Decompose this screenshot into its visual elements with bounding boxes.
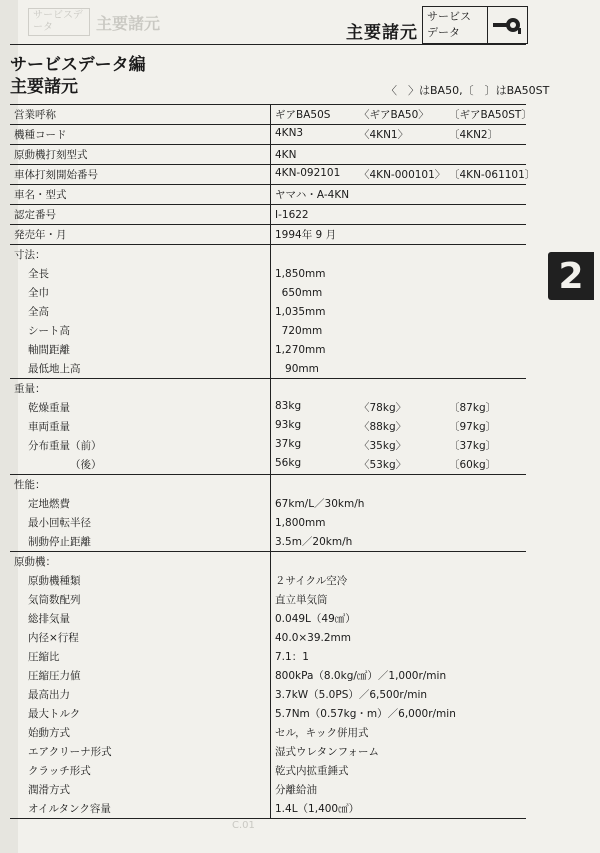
- spec-values: [275, 534, 522, 549]
- spec-label-cell: [10, 571, 271, 590]
- spec-value-v1: セル，キック併用式: [275, 727, 369, 739]
- spec-label: 定地燃費: [28, 498, 70, 510]
- spec-label: 全巾: [28, 287, 49, 299]
- spec-values: [275, 268, 522, 280]
- spec-value-v1: ヤマハ・A-4KN: [275, 189, 350, 201]
- spec-value-v1: 83kg: [275, 400, 302, 412]
- spec-value-cell: [271, 761, 527, 780]
- spec-row: [10, 417, 526, 436]
- spec-values: [275, 763, 522, 778]
- spec-values: [275, 209, 522, 221]
- spec-label-cell: [10, 398, 271, 417]
- spec-table: [10, 104, 536, 819]
- spec-label: 全長: [28, 268, 49, 280]
- spec-label: 車名・型式: [14, 189, 67, 201]
- spec-label: 原動機：: [14, 556, 56, 568]
- spec-value-cell: [271, 225, 527, 245]
- spec-table-body: [10, 105, 536, 819]
- spec-label: 圧縮圧力値: [28, 670, 81, 682]
- spec-row: [10, 165, 526, 185]
- spec-label-cell: [10, 685, 271, 704]
- spec-value-cell: [271, 379, 527, 399]
- spec-row: [10, 302, 526, 321]
- spec-label-cell: [10, 379, 271, 399]
- spec-value-v1: ２サイクル空冷: [275, 575, 348, 587]
- spec-row: [10, 321, 526, 340]
- spec-value-v1: 800kPa（8.0kg/㎠）／1,000r/min: [275, 670, 447, 682]
- spec-label: 潤滑方式: [28, 784, 70, 796]
- spec-value-cell: [271, 571, 527, 590]
- spec-label: オイルタンク容量: [28, 803, 111, 815]
- spec-label: 最小回転半径: [28, 517, 91, 529]
- spec-value-v1: 1,035mm: [275, 305, 326, 318]
- spec-value-v1: 7.1：1: [275, 651, 309, 663]
- spec-value-v1: 乾式内拡重錘式: [275, 765, 349, 777]
- spec-value-cell: [271, 552, 527, 572]
- spec-label: 最高出力: [28, 689, 70, 701]
- spec-label-cell: [10, 494, 271, 513]
- spec-label-cell: [10, 799, 271, 819]
- spec-value-cell: [271, 264, 527, 283]
- spec-value-cell: [271, 340, 527, 359]
- spec-label-cell: [10, 245, 271, 265]
- spec-label-cell: [10, 513, 271, 532]
- bleed-through-footer: C.01: [232, 820, 255, 831]
- spec-label-cell: [10, 552, 271, 572]
- spec-label-cell: [10, 225, 271, 245]
- spec-value-cell: [271, 723, 527, 742]
- spec-label-cell: [10, 340, 271, 359]
- spec-value-cell: [271, 205, 527, 225]
- spec-label-cell: [10, 723, 271, 742]
- spec-value-v1: 4KN3: [275, 127, 304, 139]
- spec-row: [10, 628, 526, 647]
- spec-row: [10, 455, 526, 475]
- spec-label: 発売年・月: [14, 229, 67, 241]
- spec-label-cell: [10, 321, 271, 340]
- spec-label-cell: [10, 359, 271, 379]
- spec-label: 最低地上高: [28, 363, 81, 375]
- spec-label: エアクリーナ形式: [28, 746, 112, 758]
- spec-row: [10, 666, 526, 685]
- spec-values: [275, 496, 522, 511]
- spec-value-cell: [271, 417, 527, 436]
- spec-row: [10, 590, 526, 609]
- spec-label-cell: [10, 475, 271, 495]
- spec-label: 寸法：: [14, 249, 46, 261]
- spec-value-v1: 1,800mm: [275, 516, 326, 529]
- spec-label-cell: [10, 780, 271, 799]
- spec-value-v1: 4KN-092101: [275, 167, 341, 179]
- spec-row: [10, 761, 526, 780]
- spec-label-cell: [10, 704, 271, 723]
- spec-values: [275, 287, 522, 299]
- spec-value-v1: 93kg: [275, 419, 302, 431]
- spec-values: [275, 649, 522, 664]
- spec-value-cell: [271, 475, 527, 495]
- spec-value-cell: [271, 436, 527, 455]
- spec-values: [275, 725, 522, 740]
- spec-label: 乾燥重量: [28, 402, 70, 414]
- spec-value-v2: 〈78kg〉: [359, 402, 407, 414]
- spec-label-cell: [10, 590, 271, 609]
- spec-label: 車両重量: [28, 421, 70, 433]
- spec-values: [275, 363, 522, 375]
- spec-label: 圧縮比: [28, 651, 60, 663]
- spec-values: [275, 668, 522, 683]
- bleed-through-box: サービスデータ: [28, 8, 90, 36]
- spec-row: [10, 475, 526, 495]
- spec-label: 気筒数配列: [28, 594, 81, 606]
- spec-value-v3: 〔ギアBA50ST〕: [449, 109, 532, 121]
- spec-value-v2: 〈35kg〉: [359, 440, 407, 452]
- spec-value-v1: I-1622: [275, 208, 309, 221]
- section-title: [10, 54, 146, 98]
- bracket-legend: 〈 〉はBA50,〔 〕はBA50ST: [386, 84, 550, 97]
- spec-row: [10, 647, 526, 666]
- spec-label: 認定番号: [14, 209, 56, 221]
- spec-value-v3: 〔37kg〕: [449, 440, 497, 452]
- spec-label: 始動方式: [28, 727, 70, 739]
- spec-value-cell: [271, 105, 532, 125]
- spec-value-v1: 1.4L（1,400㎤）: [275, 803, 360, 815]
- spec-value-v1: 90mm: [275, 362, 319, 375]
- spec-label: 最大トルク: [28, 708, 81, 720]
- spec-label: 軸間距離: [28, 344, 70, 356]
- spec-value-cell: [271, 125, 527, 145]
- spec-row: [10, 742, 526, 761]
- spec-value-cell: [271, 647, 527, 666]
- spec-values: [275, 419, 522, 434]
- section-title-line1: サービスデータ編: [10, 55, 146, 75]
- spec-values: [275, 149, 522, 161]
- spec-value-cell: [271, 145, 527, 165]
- spec-row: [10, 398, 526, 417]
- section-tag-line2: データ: [427, 26, 460, 39]
- spec-value-v3: 〔4KN-061101〕: [449, 169, 536, 181]
- spec-value-cell: [271, 685, 527, 704]
- spec-label-cell: [10, 455, 271, 475]
- spec-value-cell: [271, 780, 527, 799]
- spec-value-cell: [271, 494, 527, 513]
- spec-value-cell: [271, 590, 527, 609]
- spec-value-cell: [271, 302, 527, 321]
- bleed-through-header: [28, 8, 160, 36]
- chapter-tab: 2: [548, 252, 594, 300]
- spec-values: [275, 573, 522, 588]
- spec-value-v1: 37kg: [275, 438, 302, 450]
- spec-label-cell: [10, 628, 271, 647]
- spec-value-v1: 56kg: [275, 457, 302, 469]
- section-tag-box: [422, 6, 528, 44]
- spec-values: [275, 801, 522, 816]
- spec-value-v1: 5.7Nm（0.57kg・m）／6,000r/min: [275, 708, 456, 720]
- spec-values: [275, 306, 522, 318]
- spec-value-v2: 〈ギアBA50〉: [359, 109, 429, 121]
- spec-row: [10, 799, 526, 819]
- spec-row: [10, 685, 526, 704]
- spec-label-cell: [10, 666, 271, 685]
- spec-label: 重量：: [14, 383, 46, 395]
- spec-label-cell: [10, 165, 271, 185]
- spec-values: [275, 687, 522, 702]
- spec-value-cell: [271, 398, 527, 417]
- spec-label: （後）: [70, 459, 102, 471]
- spec-values: [275, 107, 532, 122]
- spec-value-cell: [271, 165, 536, 185]
- spec-label-cell: [10, 302, 271, 321]
- spec-values: [275, 227, 522, 242]
- spec-label: 内径×行程: [28, 632, 79, 644]
- spec-value-v3: 〔60kg〕: [449, 459, 497, 471]
- spec-label-cell: [10, 436, 271, 455]
- spec-value-v1: 3.5m／20km/h: [275, 536, 353, 548]
- spec-row: [10, 245, 526, 265]
- spec-row: [10, 532, 526, 552]
- spec-row: [10, 571, 526, 590]
- spec-row: [10, 494, 526, 513]
- spec-values: [275, 706, 522, 721]
- spec-row: [10, 552, 526, 572]
- spec-label-cell: [10, 145, 271, 165]
- spec-label-cell: [10, 647, 271, 666]
- spec-value-v1: 1,850mm: [275, 267, 326, 280]
- spec-label: 営業呼称: [14, 109, 56, 121]
- spec-value-cell: [271, 628, 527, 647]
- spec-value-v1: 67km/L／30km/h: [275, 498, 365, 510]
- spec-values: [275, 127, 522, 142]
- spec-value-cell: [271, 359, 527, 379]
- spec-label: 総排気量: [28, 613, 70, 625]
- spec-values: [275, 325, 522, 337]
- spec-label: クラッチ形式: [28, 765, 91, 777]
- spec-values: [275, 517, 522, 529]
- spec-value-v1: 湿式ウレタンフォーム: [275, 746, 380, 758]
- spec-value-cell: [271, 609, 527, 628]
- spec-values: [275, 457, 522, 472]
- spec-label-cell: [10, 742, 271, 761]
- bleed-through-title: 主要諸元: [96, 13, 161, 33]
- spec-row: [10, 436, 526, 455]
- spec-row: [10, 704, 526, 723]
- spec-values: [275, 344, 522, 356]
- spec-label-cell: [10, 761, 271, 780]
- spec-values: [275, 744, 522, 759]
- spec-label: 制動停止距離: [28, 536, 91, 548]
- spec-values: [275, 167, 536, 182]
- spec-row: [10, 513, 526, 532]
- spec-row: [10, 340, 526, 359]
- spec-value-cell: [271, 666, 527, 685]
- spec-label: 全高: [28, 306, 49, 318]
- spec-row: [10, 780, 526, 799]
- spec-label: 機種コード: [14, 129, 67, 141]
- spec-value-v1: 720mm: [275, 324, 323, 337]
- spec-label-cell: [10, 125, 271, 145]
- spec-value-cell: [271, 532, 527, 552]
- page-header-title: 主要諸元: [346, 23, 418, 43]
- spec-value-v1: 分離給油: [275, 784, 317, 796]
- spec-label-cell: [10, 205, 271, 225]
- spec-value-v2: 〈4KN-000101〉: [359, 169, 446, 181]
- spec-value-v1: 1,270mm: [275, 343, 326, 356]
- spec-row: [10, 145, 526, 165]
- spec-row: [10, 185, 526, 205]
- spec-value-v1: 650mm: [275, 286, 323, 299]
- spec-row: [10, 125, 526, 145]
- section-tag-line1: サービス: [427, 10, 471, 23]
- spec-row: [10, 283, 526, 302]
- spec-label-cell: [10, 609, 271, 628]
- spec-row: [10, 105, 526, 125]
- section-title-line2: 主要諸元: [10, 77, 78, 97]
- spec-label: 原動機種類: [28, 575, 81, 587]
- spec-label-cell: [10, 264, 271, 283]
- spec-value-v2: 〈53kg〉: [359, 459, 407, 471]
- spec-value-cell: [271, 185, 527, 205]
- header-rule: [10, 44, 526, 45]
- spec-values: [275, 592, 522, 607]
- spec-value-v2: 〈4KN1〉: [359, 129, 409, 141]
- spec-label-cell: [10, 185, 271, 205]
- spec-value-cell: [271, 455, 527, 475]
- spec-value-v1: 40.0×39.2mm: [275, 631, 352, 644]
- spec-values: [275, 632, 522, 644]
- spec-value-cell: [271, 245, 527, 265]
- spec-value-cell: [271, 283, 527, 302]
- spec-label: 分布重量（前）: [28, 440, 102, 452]
- spec-value-v3: 〔97kg〕: [449, 421, 497, 433]
- spec-value-v2: 〈88kg〉: [359, 421, 407, 433]
- spec-values: [275, 187, 522, 202]
- spec-label: 性能：: [14, 479, 46, 491]
- spec-values: [275, 438, 522, 453]
- spec-values: [275, 400, 522, 415]
- spec-row: [10, 609, 526, 628]
- spec-value-cell: [271, 799, 527, 819]
- spec-value-cell: [271, 513, 527, 532]
- spec-row: [10, 225, 526, 245]
- spec-value-v1: 0.049L（49㎤）: [275, 613, 356, 625]
- spec-label-cell: [10, 532, 271, 552]
- section-tag-label: [423, 7, 488, 43]
- spec-value-cell: [271, 704, 527, 723]
- spec-row: [10, 723, 526, 742]
- spec-value-v1: 4KN: [275, 148, 297, 161]
- wrench-gauge-icon: [488, 7, 527, 43]
- spec-values: [275, 782, 522, 797]
- spec-value-v1: 1994年 9 月: [275, 229, 337, 241]
- spec-value-v1: 直立単気筒: [275, 594, 328, 606]
- spec-row: [10, 359, 526, 379]
- spec-label-cell: [10, 283, 271, 302]
- spec-row: [10, 264, 526, 283]
- spec-value-cell: [271, 321, 527, 340]
- spec-label-cell: [10, 105, 271, 125]
- spec-value-v1: 3.7kW（5.0PS）／6,500r/min: [275, 689, 428, 701]
- spec-value-v3: 〔87kg〕: [449, 402, 497, 414]
- spec-value-cell: [271, 742, 527, 761]
- spec-row: [10, 379, 526, 399]
- spec-label-cell: [10, 417, 271, 436]
- spec-row: [10, 205, 526, 225]
- spec-value-v1: ギアBA50S: [275, 109, 331, 121]
- spec-label: 原動機打刻型式: [14, 149, 88, 161]
- spec-label: 車体打刻開始番号: [14, 169, 98, 181]
- spec-label: シート高: [28, 325, 70, 337]
- spec-values: [275, 611, 522, 626]
- spec-value-v3: 〔4KN2〕: [449, 129, 499, 141]
